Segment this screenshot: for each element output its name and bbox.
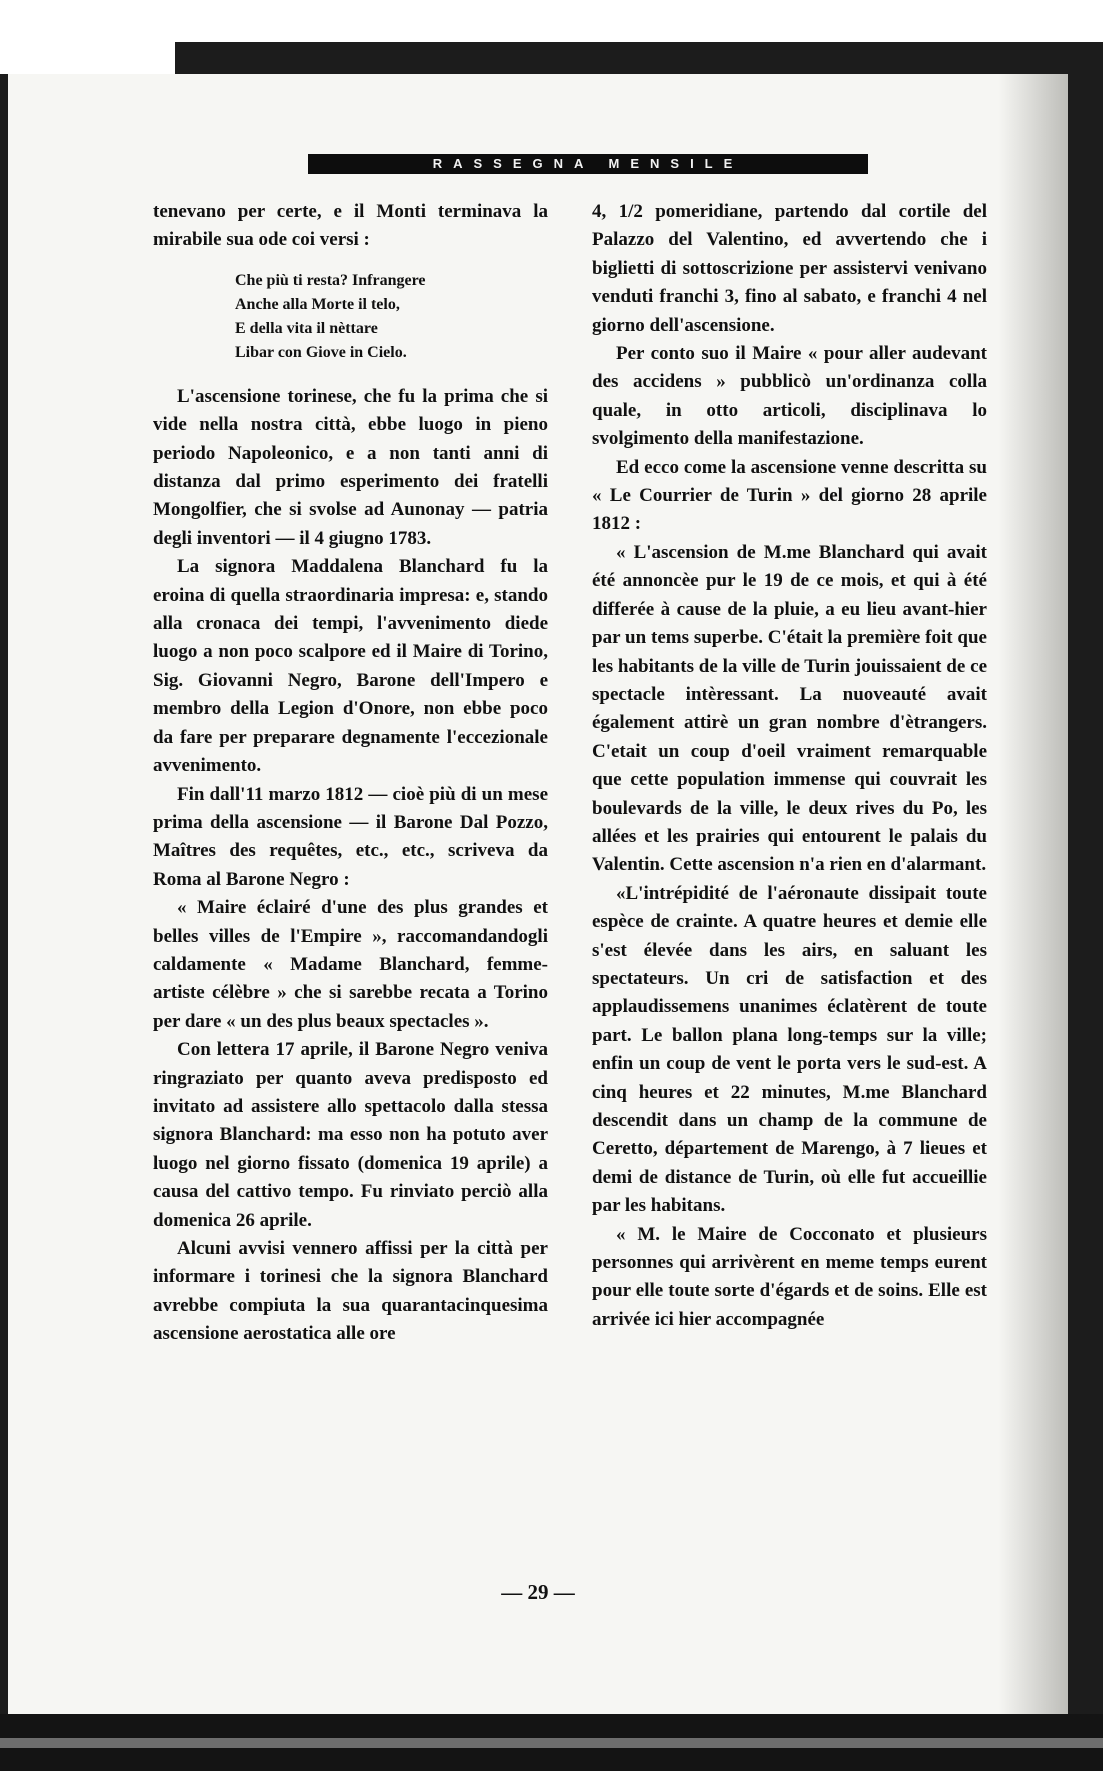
paragraph: « Maire éclairé d'une des plus grandes et belles villes de l'Empire », raccomandandogli caldamente « Madame Blanchard, femme-artiste célèbre » che si sarebbe recata a Torino per dare « un des plus beaux spectacles ».	[153, 897, 548, 1032]
paragraph-continued: tenevano per certe, e il Monti terminava la mirabile sua ode coi versi :	[153, 201, 548, 251]
paragraph: L'ascensione torinese, che fu la prima che si vide nella nostra città, ebbe luogo in pieno periodo Napoleonico, e a non tanti anni di distanza dal primo esperimento dei fratelli Mongolfier, che si svolse ad Aunonay — patria degli inventori — il 4 giugno 1783.	[153, 385, 548, 549]
verse-line: Libar con Giove in Cielo.	[235, 343, 407, 361]
scan-bottom-stripe	[0, 1738, 1103, 1748]
page-edge-shadow	[998, 74, 1068, 1714]
paragraph: Fin dall'11 marzo 1812 — cioè più di un mese prima della ascensione — il Barone Dal Pozzo, Maîtres des requêtes, etc., etc., scriveva da Roma al Barone Negro :	[153, 783, 548, 890]
page-number: — 29 —	[501, 1580, 575, 1604]
scan-margin-tab	[0, 42, 175, 74]
poem-verse	[235, 269, 548, 365]
text-column-right	[592, 198, 987, 1628]
paragraph: La signora Maddalena Blanchard fu la eroina di quella straordinaria impresa: e, stando alla cronaca dei tempi, l'avvenimento diede luogo a non poco scalpore ed il Maire di Torino, Sig. Giovanni Negro, Barone dell'Impero e membro della Legion d'Onore, non ebbe poco da fare per preparare degnamente l'eccezionale avvenimento.	[153, 556, 548, 777]
verse-line: Anche alla Morte il telo,	[235, 295, 400, 313]
verse-line: E della vita il nèttare	[235, 319, 378, 337]
quoted-paragraph: « L'ascension de M.me Blanchard qui avait été annoncèe pur le 19 de ce mois, et qui à été differée à cause de la pluie, a eu lieu avant-hier par un tems superbe. C'était la première foit que les habitants de la ville de Turin jouissaient de ce spectacle intèressant. La nuoveauté avait également attirè un gran nombre d'ètrangers. C'etait un coup d'oeil vraiment remarquable que cette population immense qui couvrait les boulevards de la ville, le deux rives du Po, les allées et les prairies qui entourent le palais du Valentin. Cette ascension n'a rien en d'alarmant.	[592, 541, 987, 876]
running-header	[308, 154, 868, 174]
paragraph: Alcuni avvisi vennero affissi per la città per informare i torinesi che la signora Blanchard avrebbe compiuta la sua quarantacinquesima ascensione aerostatica alle ore	[153, 1238, 548, 1345]
paragraph: Ed ecco come la ascensione venne descritta su « Le Courrier de Turin » del giorno 28 aprile 1812 :	[592, 456, 987, 535]
paragraph: Per conto suo il Maire « pour aller audevant des accidens » pubblicò un'ordinanza colla quale, in otto articoli, disciplinava lo svolgimento della manifestazione.	[592, 343, 987, 450]
quoted-paragraph: «L'intrépidité de l'aéronaute dissipait toute espèce de crainte. A quatre heures et demie elle s'est élevée dans les airs, en saluant les spectateurs. Un cri de satisfaction et des applaudissemens unanimes éclatèrent de toute part. Le ballon plana long-temps sur la ville; enfin un coup de vent le porta vers le sud-est. A cinq heures et 22 minutes, M.me Blanchard descendit dans un champ de la commune de Ceretto, département de Marengo, à 7 lieues et demi de distance de Turin, où elle fut accueillie par les habitans.	[592, 882, 987, 1217]
running-header-title: RASSEGNA MENSILE	[432, 156, 744, 171]
paragraph-continued: 4, 1/2 pomeridiane, partendo dal cortile del Palazzo del Valentino, ed avvertendo che i biglietti di sottoscrizione per assistervi venivano venduti franchi 3, fino al sabato, e franchi 4 nel giorno dell'ascensione.	[592, 201, 987, 336]
verse-line: Che più ti resta? Infrangere	[235, 271, 426, 289]
scan-margin-top	[0, 0, 1103, 42]
paragraph: Con lettera 17 aprile, il Barone Negro veniva ringraziato per quanto aveva predisposto ed invitato ad assistere allo spettacolo dalla stessa signora Blanchard: ma esso non ha potuto aver luogo nel giorno fissato (domenica 19 aprile) a causa del cattivo tempo. Fu rinviato perciò alla domenica 26 aprile.	[153, 1039, 548, 1231]
document-page	[8, 74, 1068, 1714]
quoted-paragraph: « M. le Maire de Cocconato et plusieurs personnes qui arrivèrent en meme temps eurent pour elle toute sorte d'égards et de soins. Elle est arrivée ici hier accompagnée	[592, 1223, 987, 1330]
text-column-left	[153, 198, 548, 1628]
